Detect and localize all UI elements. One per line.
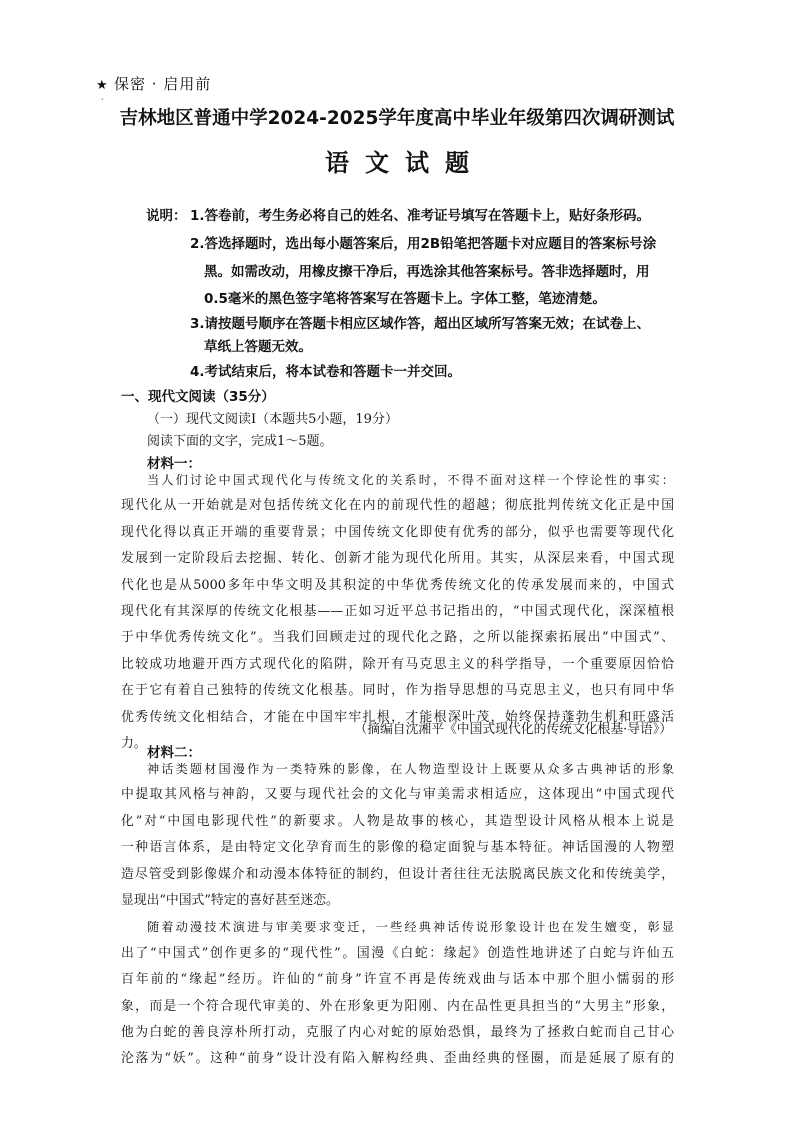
instruction-line: 3.请按题号顺序在答题卡相应区域作答，超出区域所写答案无效；在试卷上、 xyxy=(190,316,651,332)
text-line: 显现出“中国式”特定的喜好甚至迷恋。 xyxy=(121,892,339,908)
material-2-label: 材料二： xyxy=(147,745,201,761)
text-line: 他为白蛇的善良淳朴所打动，克服了内心对蛇的原始恐惧，最终为了拯救白蛇而自己甘心 xyxy=(121,1024,674,1040)
instruction-line: 黑。如需改动，用橡皮擦干净后，再选涂其他答案标号。答非选择题时，用 xyxy=(204,264,650,280)
text-line: 沦落为“妖”。这种“前身”设计没有陷入解构经典、歪曲经典的怪圈，而是延展了原有的 xyxy=(121,1051,674,1067)
text-line: 于中华优秀传统文化”。当我们回顾走过的现代化之路，之所以能探索拓展出“中国式”、 xyxy=(121,630,674,646)
text-line: 中提取其风格与神韵，又要与现代社会的文化与审美需求相适应，这体现出“中国式现代 xyxy=(121,787,674,803)
text-line: 现代化有其深厚的传统文化根基——正如习近平总书记指出的，“中国式现代化，深深植根 xyxy=(121,603,674,619)
confidential-mark xyxy=(96,73,212,104)
text-line: 造尽管受到影像媒介和动漫本体特征的制约，但设计者往往无法脱离民族文化和传统美学， xyxy=(121,866,674,882)
dot-mark: · xyxy=(101,95,105,104)
text-line: 当人们讨论中国式现代化与传统文化的关系时，不得不面对这样一个悖论性的事实： xyxy=(147,473,674,487)
text-line: 象，而是一个符合现代审美的、外在形象更为阳刚、内在品性更具担当的“大男主”形象， xyxy=(121,998,674,1014)
instruction-line: 2.答选择题时，选出每小题答案后，用2B铅笔把答题卡对应题目的答案标号涂 xyxy=(190,236,657,252)
text-line: 随着动漫技术演进与审美要求变迁，一些经典神话传说形象设计也在发生嬗变，彰显 xyxy=(147,920,674,935)
text-line: 现代化得以真正开端的重要背景；中国传统文化即使有优秀的部分，似乎也需要等现代化 xyxy=(121,524,674,540)
text-line: 发展到一定阶段后去挖掘、转化、创新才能为现代化所用。其实，从深层来看，中国式现 xyxy=(121,551,674,567)
material-1-text xyxy=(121,467,674,757)
confidential-label: 保密 · 启用前 xyxy=(114,75,212,93)
material-1-label: 材料一： xyxy=(147,456,201,472)
subject-title: 语文试题 xyxy=(325,149,485,177)
text-line: 现代化从一开始就是对包括传统文化在内的前现代性的超越；彻底批判传统文化正是中国 xyxy=(121,498,674,514)
instruction-line: 4.考试结束后，将本试卷和答题卡一并交回。 xyxy=(190,364,462,380)
part-heading: （一）现代文阅读Ⅰ（本题共5小题，19分） xyxy=(147,412,398,427)
text-line: 百年前的“缘起”经历。许仙的“前身”许宣不再是传统戏曲与话本中那个胆小懦弱的形 xyxy=(121,972,674,988)
text-line: 代化也是从5000多年中华文明及其积淀的中华优秀传统文化的传承发展而来的，中国式 xyxy=(121,577,674,593)
text-line: 出了“中国式”创作更多的“现代性”。国漫《白蛇：缘起》创造性地讲述了白蛇与许仙五 xyxy=(121,945,674,961)
star-icon: ★ xyxy=(96,78,109,93)
reading-prompt: 阅读下面的文字，完成1～5题。 xyxy=(147,434,333,449)
instruction-line: 1.答卷前，考生务必将自己的姓名、准考证号填写在答题卡上，贴好条形码。 xyxy=(190,208,651,224)
material-2-text xyxy=(121,756,674,1073)
section-heading: 一、现代文阅读（35分） xyxy=(121,389,275,405)
material-1-source: （摘编自沈湘平《中国式现代化的传统文化根基·导语》） xyxy=(354,722,672,737)
text-line: 一种语言体系，是由特定文化孕育而生的影像的稳定面貌与基本特征。神话国漫的人物塑 xyxy=(121,840,674,856)
instruction-line: 0.5毫米的黑色签字笔将答案写在答题卡上。字体工整，笔迹清楚。 xyxy=(204,291,606,307)
instruction-line: 草纸上答题无效。 xyxy=(204,339,312,355)
text-line: 优秀传统文化相结合，才能在中国牢牢扎根，才能根深叶茂，始终保持蓬勃生机和旺盛活 xyxy=(121,709,674,725)
text-line: 化”对“中国电影现代性”的新要求。人物是故事的核心，其造型设计风格从根本上说是 xyxy=(121,813,674,829)
text-line: 在于它有着自己独特的传统文化根基。同时，作为指导思想的马克思主义，也只有同中华 xyxy=(121,683,674,699)
exam-title: 吉林地区普通中学2024-2025学年度高中毕业年级第四次调研测试 xyxy=(119,108,675,129)
instructions-label: 说明： xyxy=(146,208,187,224)
text-line: 神话类题材国漫作为一类特殊的影像，在人物造型设计上既要从众多古典神话的形象 xyxy=(147,762,674,776)
text-line: 比较成功地避开西方式现代化的陷阱，除开有马克思主义的科学指导，一个重要原因恰恰 xyxy=(121,656,674,672)
text-line: 力。 xyxy=(121,735,147,751)
